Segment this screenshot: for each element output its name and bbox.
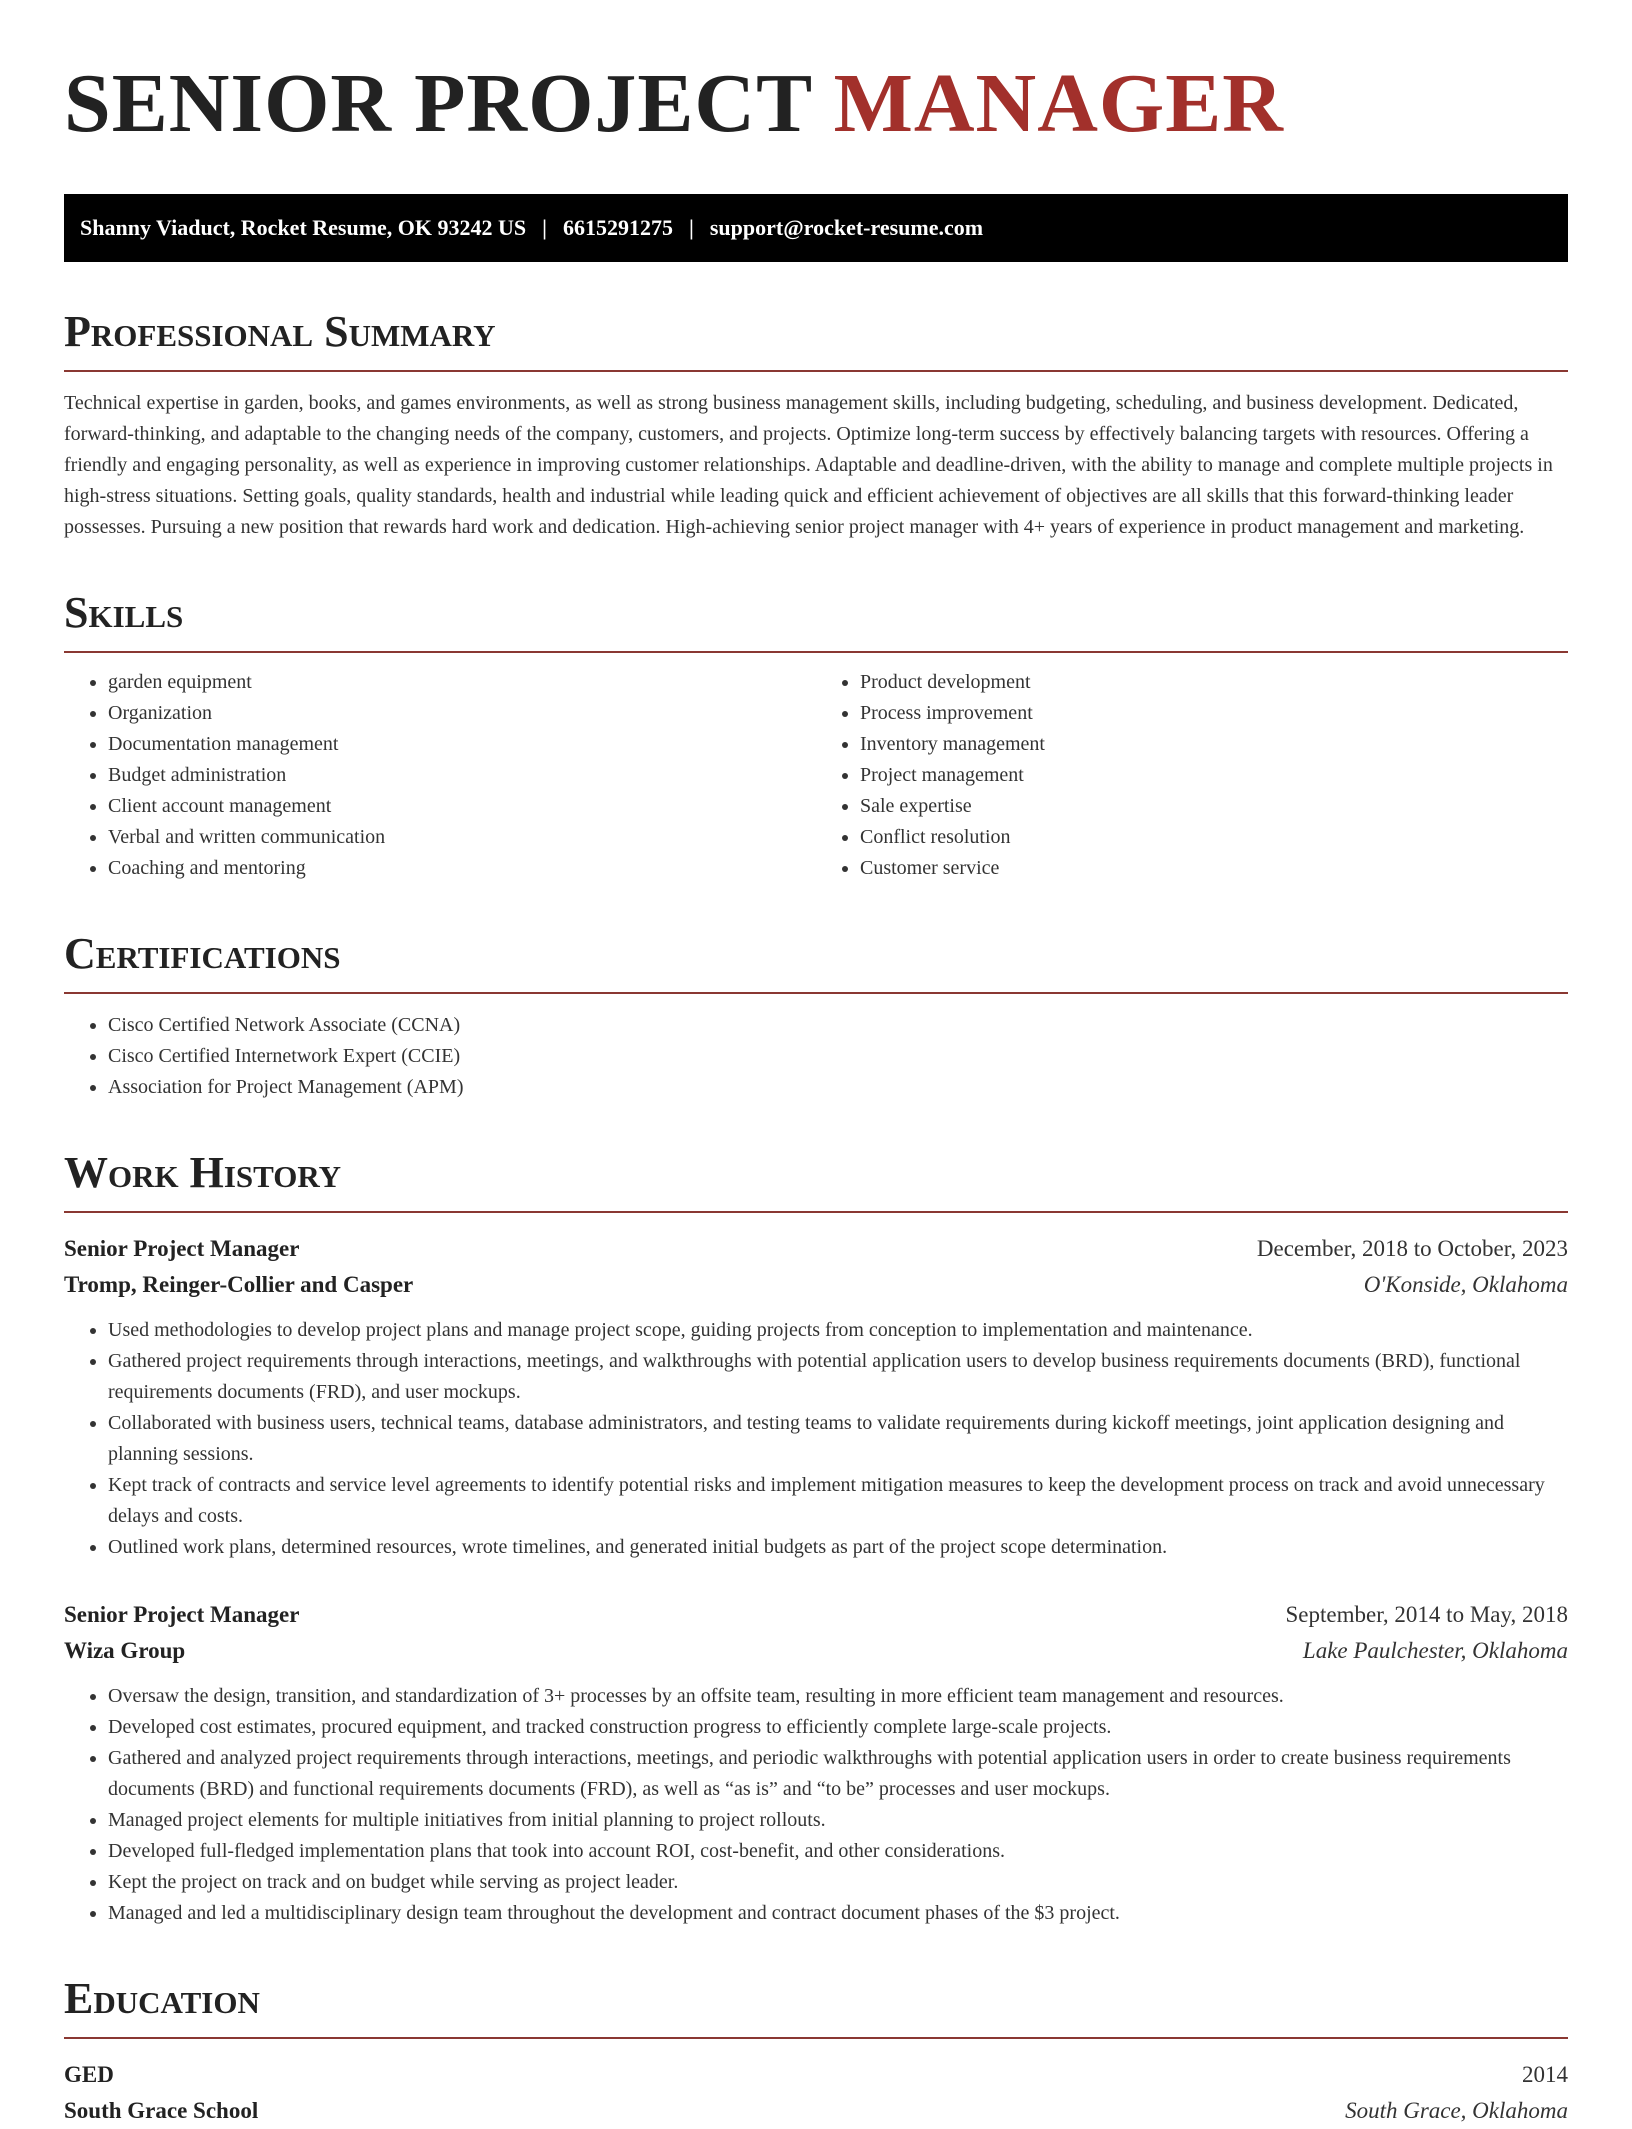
job-title: Senior Project Manager xyxy=(64,1602,300,1627)
job-company: Wiza Group xyxy=(64,1638,186,1663)
education-school-row xyxy=(64,2093,1568,2129)
education-heading: Education xyxy=(64,1973,1568,2039)
skill-item: • garden equipment xyxy=(108,667,816,698)
certifications-section xyxy=(64,928,1568,1103)
skill-item: • Verbal and written communication xyxy=(108,822,816,853)
skills-grid xyxy=(64,667,1568,884)
job-bullet: • Oversaw the design, transition, and standardization of 3+ processes by an offsite team, resulting in more efficient team management and resources. xyxy=(108,1681,1568,1712)
certification-item: • Association for Project Management (APM) xyxy=(108,1072,1568,1103)
job-bullets xyxy=(64,1315,1568,1563)
skill-item: • Conflict resolution xyxy=(860,822,1568,853)
education-year: 2014 xyxy=(1522,2062,1568,2087)
job-company-row xyxy=(64,1633,1568,1669)
skills-list-left xyxy=(64,667,816,884)
job-entry xyxy=(64,1597,1568,1929)
job-bullet: • Gathered project requirements through interactions, meetings, and walkthroughs with potential application users to develop business requirements documents (BRD), functional requirements documents (FRD), and user mockups. xyxy=(108,1346,1568,1408)
skill-item: • Coaching and mentoring xyxy=(108,853,816,884)
contact-address: Shanny Viaduct, Rocket Resume, OK 93242 US xyxy=(80,215,527,240)
summary-text: Technical expertise in garden, books, and games environments, as well as strong business management skills, including budgeting, scheduling, and business development. Dedicated, forward-thinking, and adaptable to the changing needs of the company, customers, and projects. Optimize long-term success by effectively balancing targets with resources. Offering a friendly and engaging personality, as well as experience in improving customer relationships. Adaptable and deadline-driven, with the ability to manage and complete multiple projects in high-stress situations. Setting goals, quality standards, health and industrial while leading quick and efficient achievement of objectives are all skills that this forward-thinking leader possesses. Pursuing a new position that rewards hard work and dedication. High-achieving senior project manager with 4+ years of experience in product management and marketing. xyxy=(64,392,1553,538)
education-section xyxy=(64,1973,1568,2129)
contact-separator: | xyxy=(689,215,694,240)
education-degree: GED xyxy=(64,2062,114,2087)
job-company-row xyxy=(64,1267,1568,1303)
skill-item: • Inventory management xyxy=(860,729,1568,760)
job-bullet: • Managed and led a multidisciplinary design team throughout the development and contract document phases of the $3 project. xyxy=(108,1898,1568,1929)
job-dates: September, 2014 to May, 2018 xyxy=(1285,1602,1568,1627)
skill-item: • Budget administration xyxy=(108,760,816,791)
job-company: Tromp, Reinger-Collier and Casper xyxy=(64,1272,414,1297)
skill-item: • Sale expertise xyxy=(860,791,1568,822)
title-part-2: MANAGER xyxy=(833,57,1284,150)
skill-item: • Client account management xyxy=(108,791,816,822)
job-bullet: • Developed full-fledged implementation plans that took into account ROI, cost-benefit, and other considerations. xyxy=(108,1836,1568,1867)
work-history-section xyxy=(64,1147,1568,1929)
job-title: Senior Project Manager xyxy=(64,1236,300,1261)
contact-email[interactable]: support@rocket-resume.com xyxy=(709,215,984,240)
skill-item: • Process improvement xyxy=(860,698,1568,729)
job-location: Lake Paulchester, Oklahoma xyxy=(1302,1638,1568,1663)
contact-phone: 6615291275 xyxy=(563,215,674,240)
certification-item: • Cisco Certified Network Associate (CCNA) xyxy=(108,1010,1568,1041)
education-entry xyxy=(64,2057,1568,2129)
job-location: O'Konside, Oklahoma xyxy=(1363,1272,1568,1297)
work-history-heading: Work History xyxy=(64,1147,1568,1213)
skills-heading: Skills xyxy=(64,587,1568,653)
skills-section xyxy=(64,587,1568,884)
job-bullet: • Kept track of contracts and service level agreements to identify potential risks and implement mitigation measures to keep the development process on track and avoid unnecessary delays and costs. xyxy=(108,1470,1568,1532)
job-bullet: • Used methodologies to develop project plans and manage project scope, guiding projects from conception to implementation and maintenance. xyxy=(108,1315,1568,1346)
contact-bar xyxy=(64,194,1568,262)
skill-item: • Documentation management xyxy=(108,729,816,760)
education-location: South Grace, Oklahoma xyxy=(1345,2098,1568,2123)
summary-section xyxy=(64,306,1568,543)
skills-list-right xyxy=(816,667,1568,884)
education-degree-row xyxy=(64,2057,1568,2093)
job-bullet: • Managed project elements for multiple initiatives from initial planning to project rollouts. xyxy=(108,1805,1568,1836)
certifications-list xyxy=(64,1010,1568,1103)
title-part-1: SENIOR PROJECT xyxy=(64,57,812,150)
job-bullet: • Collaborated with business users, technical teams, database administrators, and testing teams to validate requirements during kickoff meetings, joint application designing and planning sessions. xyxy=(108,1408,1568,1470)
job-bullet: • Kept the project on track and on budget while serving as project leader. xyxy=(108,1867,1568,1898)
job-bullets xyxy=(64,1681,1568,1929)
contact-separator: | xyxy=(542,215,548,240)
summary-heading: Professional Summary xyxy=(64,306,1568,372)
job-bullet: • Outlined work plans, determined resources, wrote timelines, and generated initial budgets as part of the project scope determination. xyxy=(108,1532,1568,1563)
skill-item: • Project management xyxy=(860,760,1568,791)
certifications-heading: Certifications xyxy=(64,928,1568,994)
resume-title xyxy=(64,56,1568,152)
skill-item: • Customer service xyxy=(860,853,1568,884)
education-school: South Grace School xyxy=(64,2098,259,2123)
job-dates: December, 2018 to October, 2023 xyxy=(1256,1236,1568,1261)
job-entry xyxy=(64,1231,1568,1563)
skill-item: • Product development xyxy=(860,667,1568,698)
job-title-row xyxy=(64,1597,1568,1633)
skill-item: • Organization xyxy=(108,698,816,729)
certification-item: • Cisco Certified Internetwork Expert (CCIE) xyxy=(108,1041,1568,1072)
job-bullet: • Developed cost estimates, procured equipment, and tracked construction progress to efficiently complete large-scale projects. xyxy=(108,1712,1568,1743)
job-title-row xyxy=(64,1231,1568,1267)
job-bullet: • Gathered and analyzed project requirements through interactions, meetings, and periodic walkthroughs with potential application users in order to create business requirements documents (BRD) and functional requirements documents (FRD), as well as “as is” and “to be” processes and user mockups. xyxy=(108,1743,1568,1805)
